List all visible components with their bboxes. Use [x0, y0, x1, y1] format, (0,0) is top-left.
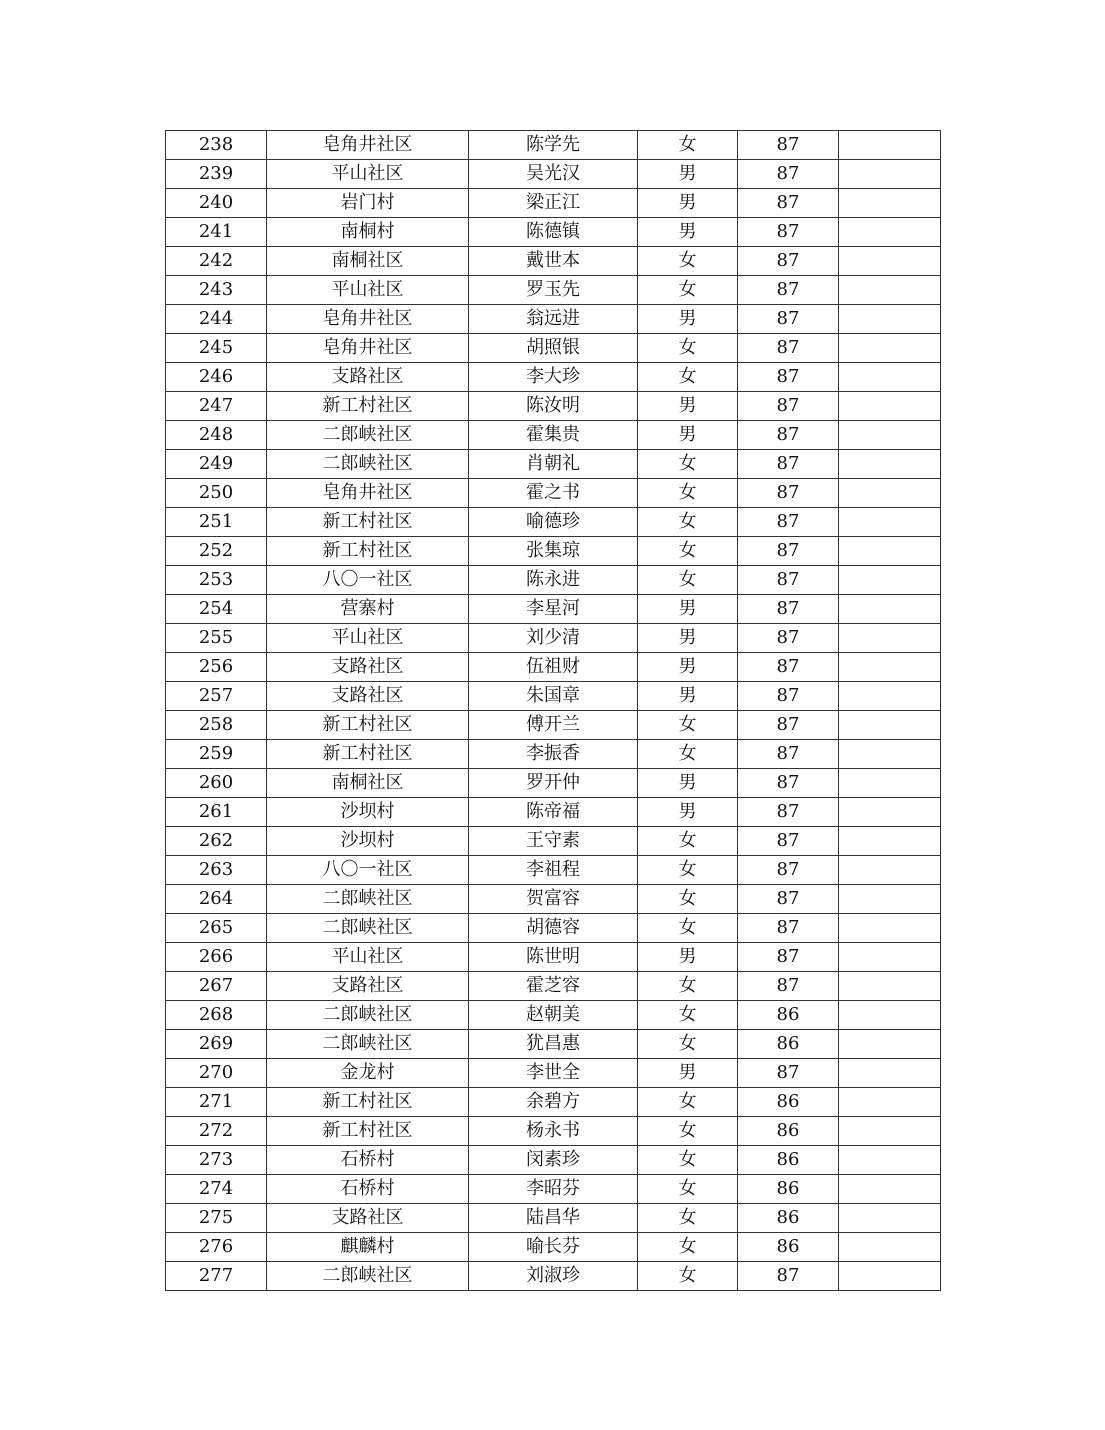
table-row [166, 421, 941, 450]
person-name-cell: 刘少清 [469, 624, 638, 653]
serial-number-cell: 239 [166, 160, 267, 189]
remarks-cell [839, 1030, 941, 1059]
person-name-cell: 刘淑珍 [469, 1262, 638, 1291]
serial-number-cell: 253 [166, 566, 267, 595]
serial-number-cell: 270 [166, 1059, 267, 1088]
community-cell: 新工村社区 [267, 537, 469, 566]
serial-number-cell: 261 [166, 798, 267, 827]
table-row [166, 334, 941, 363]
gender-cell: 女 [638, 972, 738, 1001]
table-row [166, 943, 941, 972]
roster-table [165, 130, 941, 1291]
age-cell: 87 [738, 421, 839, 450]
person-name-cell: 胡照银 [469, 334, 638, 363]
serial-number-cell: 276 [166, 1233, 267, 1262]
age-cell: 87 [738, 943, 839, 972]
serial-number-cell: 271 [166, 1088, 267, 1117]
gender-cell: 女 [638, 566, 738, 595]
serial-number-cell: 258 [166, 711, 267, 740]
community-cell: 平山社区 [267, 160, 469, 189]
remarks-cell [839, 1117, 941, 1146]
community-cell: 二郎峡社区 [267, 914, 469, 943]
community-cell: 平山社区 [267, 943, 469, 972]
remarks-cell [839, 1059, 941, 1088]
person-name-cell: 王守素 [469, 827, 638, 856]
community-cell: 岩门村 [267, 189, 469, 218]
age-cell: 87 [738, 972, 839, 1001]
gender-cell: 女 [638, 508, 738, 537]
serial-number-cell: 267 [166, 972, 267, 1001]
community-cell: 石桥村 [267, 1146, 469, 1175]
serial-number-cell: 273 [166, 1146, 267, 1175]
age-cell: 87 [738, 624, 839, 653]
table-row [166, 1233, 941, 1262]
person-name-cell: 李祖程 [469, 856, 638, 885]
gender-cell: 男 [638, 798, 738, 827]
person-name-cell: 朱国章 [469, 682, 638, 711]
age-cell: 87 [738, 537, 839, 566]
age-cell: 87 [738, 682, 839, 711]
age-cell: 87 [738, 479, 839, 508]
gender-cell: 女 [638, 1030, 738, 1059]
remarks-cell [839, 769, 941, 798]
table-row [166, 537, 941, 566]
community-cell: 南桐社区 [267, 247, 469, 276]
age-cell: 86 [738, 1204, 839, 1233]
person-name-cell: 李昭芬 [469, 1175, 638, 1204]
table-row [166, 450, 941, 479]
table-row [166, 218, 941, 247]
serial-number-cell: 259 [166, 740, 267, 769]
remarks-cell [839, 1146, 941, 1175]
table-row [166, 1262, 941, 1291]
gender-cell: 男 [638, 189, 738, 218]
age-cell: 87 [738, 885, 839, 914]
age-cell: 87 [738, 131, 839, 160]
community-cell: 新工村社区 [267, 508, 469, 537]
remarks-cell [839, 1175, 941, 1204]
gender-cell: 男 [638, 1059, 738, 1088]
serial-number-cell: 250 [166, 479, 267, 508]
serial-number-cell: 275 [166, 1204, 267, 1233]
table-row [166, 566, 941, 595]
serial-number-cell: 240 [166, 189, 267, 218]
age-cell: 87 [738, 769, 839, 798]
gender-cell: 男 [638, 421, 738, 450]
gender-cell: 女 [638, 711, 738, 740]
age-cell: 87 [738, 334, 839, 363]
person-name-cell: 陈世明 [469, 943, 638, 972]
serial-number-cell: 252 [166, 537, 267, 566]
remarks-cell [839, 943, 941, 972]
serial-number-cell: 256 [166, 653, 267, 682]
person-name-cell: 梁正江 [469, 189, 638, 218]
community-cell: 支路社区 [267, 972, 469, 1001]
person-name-cell: 犹昌惠 [469, 1030, 638, 1059]
person-name-cell: 余碧方 [469, 1088, 638, 1117]
person-name-cell: 杨永书 [469, 1117, 638, 1146]
remarks-cell [839, 508, 941, 537]
remarks-cell [839, 131, 941, 160]
person-name-cell: 张集琼 [469, 537, 638, 566]
table-row [166, 856, 941, 885]
community-cell: 二郎峡社区 [267, 450, 469, 479]
community-cell: 营寨村 [267, 595, 469, 624]
table-row [166, 914, 941, 943]
gender-cell: 女 [638, 1175, 738, 1204]
community-cell: 南桐社区 [267, 769, 469, 798]
serial-number-cell: 277 [166, 1262, 267, 1291]
person-name-cell: 霍芝容 [469, 972, 638, 1001]
table-row [166, 1030, 941, 1059]
community-cell: 支路社区 [267, 363, 469, 392]
gender-cell: 女 [638, 914, 738, 943]
remarks-cell [839, 885, 941, 914]
community-cell: 南桐村 [267, 218, 469, 247]
community-cell: 沙坝村 [267, 827, 469, 856]
remarks-cell [839, 972, 941, 1001]
table-row [166, 1088, 941, 1117]
table-row [166, 972, 941, 1001]
person-name-cell: 陈永进 [469, 566, 638, 595]
community-cell: 新工村社区 [267, 1117, 469, 1146]
age-cell: 86 [738, 1175, 839, 1204]
community-cell: 支路社区 [267, 682, 469, 711]
remarks-cell [839, 595, 941, 624]
age-cell: 87 [738, 160, 839, 189]
age-cell: 87 [738, 856, 839, 885]
gender-cell: 女 [638, 450, 738, 479]
gender-cell: 女 [638, 131, 738, 160]
age-cell: 87 [738, 653, 839, 682]
community-cell: 皂角井社区 [267, 131, 469, 160]
community-cell: 支路社区 [267, 653, 469, 682]
gender-cell: 男 [638, 624, 738, 653]
age-cell: 87 [738, 450, 839, 479]
age-cell: 87 [738, 1262, 839, 1291]
person-name-cell: 傅开兰 [469, 711, 638, 740]
serial-number-cell: 246 [166, 363, 267, 392]
community-cell: 二郎峡社区 [267, 1001, 469, 1030]
serial-number-cell: 268 [166, 1001, 267, 1030]
person-name-cell: 霍集贵 [469, 421, 638, 450]
community-cell: 金龙村 [267, 1059, 469, 1088]
person-name-cell: 陈德镇 [469, 218, 638, 247]
remarks-cell [839, 653, 941, 682]
remarks-cell [839, 682, 941, 711]
roster-body [166, 131, 941, 1291]
serial-number-cell: 262 [166, 827, 267, 856]
community-cell: 新工村社区 [267, 711, 469, 740]
serial-number-cell: 264 [166, 885, 267, 914]
age-cell: 87 [738, 247, 839, 276]
gender-cell: 男 [638, 160, 738, 189]
community-cell: 皂角井社区 [267, 305, 469, 334]
age-cell: 87 [738, 595, 839, 624]
person-name-cell: 贺富容 [469, 885, 638, 914]
age-cell: 87 [738, 189, 839, 218]
remarks-cell [839, 798, 941, 827]
remarks-cell [839, 1001, 941, 1030]
table-row [166, 479, 941, 508]
community-cell: 平山社区 [267, 624, 469, 653]
community-cell: 皂角井社区 [267, 334, 469, 363]
table-row [166, 276, 941, 305]
table-row [166, 1001, 941, 1030]
gender-cell: 女 [638, 363, 738, 392]
person-name-cell: 罗玉先 [469, 276, 638, 305]
age-cell: 87 [738, 827, 839, 856]
age-cell: 87 [738, 276, 839, 305]
age-cell: 87 [738, 914, 839, 943]
community-cell: 新工村社区 [267, 740, 469, 769]
age-cell: 87 [738, 218, 839, 247]
gender-cell: 女 [638, 1001, 738, 1030]
person-name-cell: 陈帝福 [469, 798, 638, 827]
community-cell: 八〇一社区 [267, 856, 469, 885]
gender-cell: 男 [638, 682, 738, 711]
table-row [166, 1146, 941, 1175]
serial-number-cell: 266 [166, 943, 267, 972]
gender-cell: 女 [638, 1117, 738, 1146]
remarks-cell [839, 566, 941, 595]
table-row [166, 160, 941, 189]
age-cell: 86 [738, 1233, 839, 1262]
remarks-cell [839, 305, 941, 334]
person-name-cell: 陆昌华 [469, 1204, 638, 1233]
table-row [166, 508, 941, 537]
gender-cell: 女 [638, 885, 738, 914]
community-cell: 二郎峡社区 [267, 421, 469, 450]
community-cell: 平山社区 [267, 276, 469, 305]
table-row [166, 1117, 941, 1146]
serial-number-cell: 274 [166, 1175, 267, 1204]
remarks-cell [839, 189, 941, 218]
gender-cell: 女 [638, 1233, 738, 1262]
serial-number-cell: 265 [166, 914, 267, 943]
remarks-cell [839, 624, 941, 653]
table-row [166, 189, 941, 218]
remarks-cell [839, 334, 941, 363]
table-row [166, 798, 941, 827]
community-cell: 二郎峡社区 [267, 885, 469, 914]
serial-number-cell: 255 [166, 624, 267, 653]
person-name-cell: 罗开仲 [469, 769, 638, 798]
table-row [166, 1175, 941, 1204]
age-cell: 87 [738, 1059, 839, 1088]
table-row [166, 247, 941, 276]
gender-cell: 女 [638, 276, 738, 305]
remarks-cell [839, 1088, 941, 1117]
gender-cell: 女 [638, 1146, 738, 1175]
age-cell: 87 [738, 363, 839, 392]
table-row [166, 392, 941, 421]
serial-number-cell: 254 [166, 595, 267, 624]
remarks-cell [839, 450, 941, 479]
remarks-cell [839, 827, 941, 856]
serial-number-cell: 257 [166, 682, 267, 711]
serial-number-cell: 242 [166, 247, 267, 276]
person-name-cell: 肖朝礼 [469, 450, 638, 479]
gender-cell: 男 [638, 653, 738, 682]
serial-number-cell: 247 [166, 392, 267, 421]
remarks-cell [839, 276, 941, 305]
gender-cell: 女 [638, 247, 738, 276]
remarks-cell [839, 740, 941, 769]
person-name-cell: 陈学先 [469, 131, 638, 160]
remarks-cell [839, 479, 941, 508]
age-cell: 86 [738, 1030, 839, 1059]
age-cell: 87 [738, 305, 839, 334]
person-name-cell: 胡德容 [469, 914, 638, 943]
remarks-cell [839, 856, 941, 885]
serial-number-cell: 269 [166, 1030, 267, 1059]
serial-number-cell: 238 [166, 131, 267, 160]
gender-cell: 男 [638, 769, 738, 798]
gender-cell: 女 [638, 1204, 738, 1233]
serial-number-cell: 272 [166, 1117, 267, 1146]
table-row [166, 653, 941, 682]
table-row [166, 769, 941, 798]
gender-cell: 女 [638, 537, 738, 566]
age-cell: 87 [738, 740, 839, 769]
remarks-cell [839, 711, 941, 740]
person-name-cell: 戴世本 [469, 247, 638, 276]
age-cell: 86 [738, 1088, 839, 1117]
remarks-cell [839, 392, 941, 421]
serial-number-cell: 244 [166, 305, 267, 334]
table-row [166, 624, 941, 653]
community-cell: 二郎峡社区 [267, 1262, 469, 1291]
table-row [166, 131, 941, 160]
table-row [166, 363, 941, 392]
person-name-cell: 喻德珍 [469, 508, 638, 537]
age-cell: 86 [738, 1146, 839, 1175]
person-name-cell: 赵朝美 [469, 1001, 638, 1030]
age-cell: 86 [738, 1001, 839, 1030]
gender-cell: 女 [638, 334, 738, 363]
gender-cell: 男 [638, 943, 738, 972]
gender-cell: 女 [638, 1262, 738, 1291]
gender-cell: 男 [638, 392, 738, 421]
gender-cell: 男 [638, 305, 738, 334]
table-row [166, 711, 941, 740]
person-name-cell: 翁远进 [469, 305, 638, 334]
gender-cell: 女 [638, 856, 738, 885]
age-cell: 87 [738, 392, 839, 421]
table-row [166, 595, 941, 624]
remarks-cell [839, 1262, 941, 1291]
age-cell: 86 [738, 1117, 839, 1146]
remarks-cell [839, 537, 941, 566]
table-row [166, 1059, 941, 1088]
table-row [166, 682, 941, 711]
remarks-cell [839, 218, 941, 247]
community-cell: 沙坝村 [267, 798, 469, 827]
remarks-cell [839, 914, 941, 943]
age-cell: 87 [738, 508, 839, 537]
gender-cell: 女 [638, 740, 738, 769]
person-name-cell: 李星河 [469, 595, 638, 624]
person-name-cell: 霍之书 [469, 479, 638, 508]
person-name-cell: 喻长芬 [469, 1233, 638, 1262]
community-cell: 二郎峡社区 [267, 1030, 469, 1059]
serial-number-cell: 245 [166, 334, 267, 363]
serial-number-cell: 249 [166, 450, 267, 479]
table-row [166, 305, 941, 334]
community-cell: 新工村社区 [267, 1088, 469, 1117]
serial-number-cell: 243 [166, 276, 267, 305]
serial-number-cell: 248 [166, 421, 267, 450]
serial-number-cell: 260 [166, 769, 267, 798]
serial-number-cell: 251 [166, 508, 267, 537]
person-name-cell: 李世全 [469, 1059, 638, 1088]
remarks-cell [839, 160, 941, 189]
table-row [166, 885, 941, 914]
age-cell: 87 [738, 711, 839, 740]
serial-number-cell: 263 [166, 856, 267, 885]
table-row [166, 740, 941, 769]
age-cell: 87 [738, 566, 839, 595]
community-cell: 支路社区 [267, 1204, 469, 1233]
gender-cell: 女 [638, 827, 738, 856]
community-cell: 石桥村 [267, 1175, 469, 1204]
community-cell: 麒麟村 [267, 1233, 469, 1262]
person-name-cell: 吴光汉 [469, 160, 638, 189]
age-cell: 87 [738, 798, 839, 827]
remarks-cell [839, 247, 941, 276]
remarks-cell [839, 1233, 941, 1262]
remarks-cell [839, 1204, 941, 1233]
gender-cell: 男 [638, 595, 738, 624]
person-name-cell: 陈汝明 [469, 392, 638, 421]
table-row [166, 827, 941, 856]
remarks-cell [839, 421, 941, 450]
person-name-cell: 李大珍 [469, 363, 638, 392]
person-name-cell: 闵素珍 [469, 1146, 638, 1175]
community-cell: 新工村社区 [267, 392, 469, 421]
community-cell: 八〇一社区 [267, 566, 469, 595]
gender-cell: 女 [638, 479, 738, 508]
serial-number-cell: 241 [166, 218, 267, 247]
gender-cell: 女 [638, 1088, 738, 1117]
remarks-cell [839, 363, 941, 392]
community-cell: 皂角井社区 [267, 479, 469, 508]
gender-cell: 男 [638, 218, 738, 247]
person-name-cell: 李振香 [469, 740, 638, 769]
person-name-cell: 伍祖财 [469, 653, 638, 682]
table-row [166, 1204, 941, 1233]
